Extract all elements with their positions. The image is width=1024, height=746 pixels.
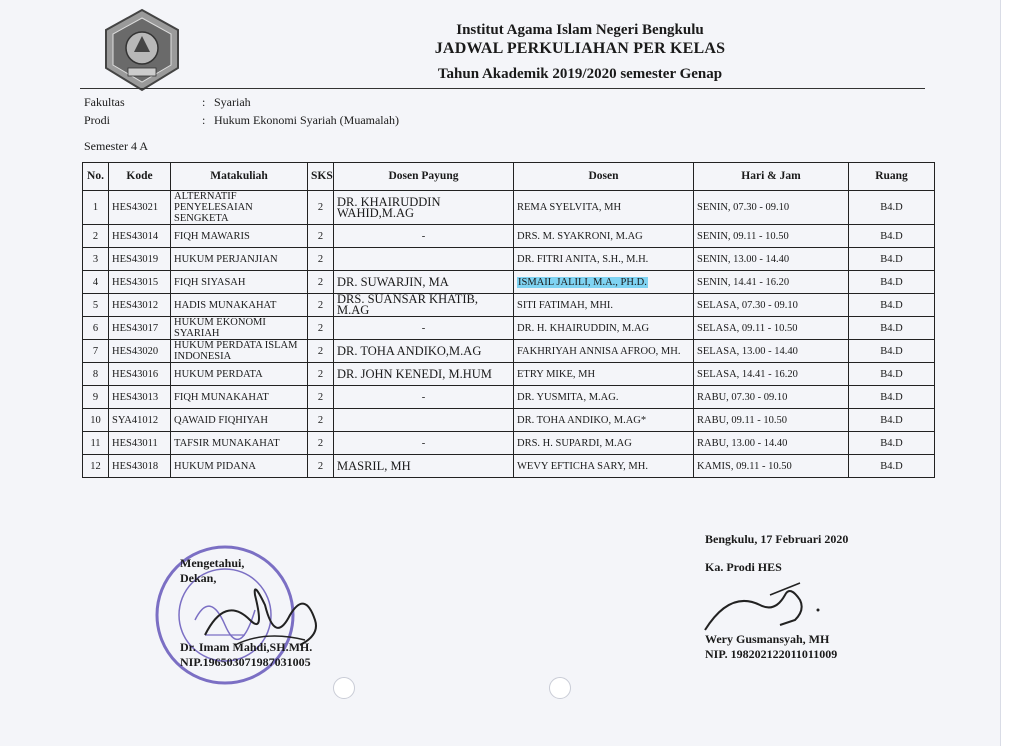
cell-ruang: B4.D xyxy=(849,363,935,386)
cell-hari-jam: KAMIS, 09.11 - 10.50 xyxy=(694,455,849,478)
cell-kode: HES43018 xyxy=(109,455,171,478)
cell-ruang: B4.D xyxy=(849,225,935,248)
cell-hari-jam: RABU, 07.30 - 09.10 xyxy=(694,386,849,409)
table-row xyxy=(83,191,935,225)
cell-kode: HES43017 xyxy=(109,317,171,340)
highlighted-lecturer: ISMAIL JALILI, M.A., PH.D. xyxy=(518,276,647,288)
cell-dosen: DRS. M. SYAKRONI, M.AG xyxy=(514,225,694,248)
table-row xyxy=(83,294,935,317)
cell-ruang: B4.D xyxy=(849,409,935,432)
cell-hari-jam: SENIN, 14.41 - 16.20 xyxy=(694,271,849,294)
cell-ruang: B4.D xyxy=(849,248,935,271)
right-title: Ka. Prodi HES xyxy=(705,560,782,574)
cell-sks: 2 xyxy=(308,271,334,294)
cell-dosen: FAKHRIYAH ANNISA AFROO, MH. xyxy=(514,340,694,363)
cell-matakuliah: ALTERNATIF PENYELESAIAN SENGKETA xyxy=(171,191,308,225)
cell-kode: HES43019 xyxy=(109,248,171,271)
cell-ruang: B4.D xyxy=(849,317,935,340)
cell-matakuliah: FIQH MAWARIS xyxy=(171,225,308,248)
cell-sks: 2 xyxy=(308,317,334,340)
cell-sks: 2 xyxy=(308,248,334,271)
cell-kode: HES43015 xyxy=(109,271,171,294)
cell-dosen-payung: - xyxy=(334,386,514,409)
place-date: Bengkulu, 17 Februari 2020 xyxy=(705,532,849,546)
cell-dosen-payung xyxy=(334,409,514,432)
table-row xyxy=(83,248,935,271)
cell-hari-jam: SELASA, 09.11 - 10.50 xyxy=(694,317,849,340)
col-header-matakuliah: Matakuliah xyxy=(171,163,308,191)
cell-dosen-payung: DR. KHAIRUDDIN WAHID,M.AG xyxy=(334,191,514,225)
cell-matakuliah: HUKUM PERDATA ISLAM INDONESIA xyxy=(171,340,308,363)
fakultas-label: Fakultas xyxy=(84,95,125,109)
page-edge xyxy=(1000,0,1024,746)
left-title-1: Mengetahui, xyxy=(180,556,245,570)
cell-dosen-payung: MASRIL, MH xyxy=(334,455,514,478)
table-row xyxy=(83,340,935,363)
cell-kode: HES43014 xyxy=(109,225,171,248)
cell-ruang: B4.D xyxy=(849,271,935,294)
cell-kode: SYA41012 xyxy=(109,409,171,432)
institution-name: Institut Agama Islam Negeri Bengkulu xyxy=(456,22,704,38)
col-header-dosen-payung: Dosen Payung xyxy=(334,163,514,191)
col-header-ruang: Ruang xyxy=(849,163,935,191)
cell-no: 7 xyxy=(83,340,109,363)
cell-dosen-payung: - xyxy=(334,225,514,248)
cell-dosen: WEVY EFTICHA SARY, MH. xyxy=(514,455,694,478)
dean-name: Dr. Imam Mahdi,SH.MH. xyxy=(180,640,313,654)
cell-hari-jam: RABU, 13.00 - 14.40 xyxy=(694,432,849,455)
cell-matakuliah: HUKUM PERJANJIAN xyxy=(171,248,308,271)
cell-dosen: DR. YUSMITA, M.AG. xyxy=(514,386,694,409)
cell-dosen-payung: DR. SUWARJIN, MA xyxy=(334,271,514,294)
header-divider xyxy=(80,88,925,89)
cell-kode: HES43020 xyxy=(109,340,171,363)
cell-kode: HES43011 xyxy=(109,432,171,455)
institution-logo xyxy=(100,8,184,92)
cell-dosen-payung: DRS. SUANSAR KHATIB, M.AG xyxy=(334,294,514,317)
cell-matakuliah: HADIS MUNAKAHAT xyxy=(171,294,308,317)
fakultas-colon: : xyxy=(202,95,206,109)
cell-matakuliah: HUKUM EKONOMI SYARIAH xyxy=(171,317,308,340)
table-row xyxy=(83,317,935,340)
fakultas-value: Syariah xyxy=(214,95,251,109)
table-row xyxy=(83,363,935,386)
table-row xyxy=(83,409,935,432)
cell-ruang: B4.D xyxy=(849,340,935,363)
cell-sks: 2 xyxy=(308,363,334,386)
prodi-value: Hukum Ekonomi Syariah (Muamalah) xyxy=(214,113,399,127)
cell-kode: HES43021 xyxy=(109,191,171,225)
cell-dosen: SITI FATIMAH, MHI. xyxy=(514,294,694,317)
cell-hari-jam: SELASA, 13.00 - 14.40 xyxy=(694,340,849,363)
cell-hari-jam: SENIN, 07.30 - 09.10 xyxy=(694,191,849,225)
cell-sks: 2 xyxy=(308,386,334,409)
col-header-dosen: Dosen xyxy=(514,163,694,191)
cell-dosen-payung: - xyxy=(334,432,514,455)
cell-no: 12 xyxy=(83,455,109,478)
cell-no: 2 xyxy=(83,225,109,248)
cell-dosen-payung: - xyxy=(334,317,514,340)
cell-matakuliah: HUKUM PERDATA xyxy=(171,363,308,386)
cell-hari-jam: RABU, 09.11 - 10.50 xyxy=(694,409,849,432)
cell-sks: 2 xyxy=(308,409,334,432)
schedule-table-body xyxy=(83,191,935,478)
cell-sks: 2 xyxy=(308,225,334,248)
cell-hari-jam: SELASA, 07.30 - 09.10 xyxy=(694,294,849,317)
cell-no: 10 xyxy=(83,409,109,432)
cell-matakuliah: QAWAID FIQHIYAH xyxy=(171,409,308,432)
cell-no: 6 xyxy=(83,317,109,340)
col-header-no: No. xyxy=(83,163,109,191)
cell-ruang: B4.D xyxy=(849,386,935,409)
cell-ruang: B4.D xyxy=(849,432,935,455)
prodi-label: Prodi xyxy=(84,113,111,127)
col-header-hari-jam: Hari & Jam xyxy=(694,163,849,191)
col-header-sks: SKS xyxy=(308,163,334,191)
cell-matakuliah: FIQH MUNAKAHAT xyxy=(171,386,308,409)
cell-kode: HES43013 xyxy=(109,386,171,409)
schedule-table xyxy=(82,162,935,478)
table-row xyxy=(83,455,935,478)
prodi-colon: : xyxy=(202,113,206,127)
cell-dosen: ETRY MIKE, MH xyxy=(514,363,694,386)
cell-hari-jam: SENIN, 13.00 - 14.40 xyxy=(694,248,849,271)
cell-sks: 2 xyxy=(308,340,334,363)
cell-ruang: B4.D xyxy=(849,191,935,225)
cell-matakuliah: TAFSIR MUNAKAHAT xyxy=(171,432,308,455)
cell-no: 4 xyxy=(83,271,109,294)
cell-sks: 2 xyxy=(308,191,334,225)
document-title: JADWAL PERKULIAHAN PER KELAS xyxy=(434,40,726,57)
punch-hole xyxy=(333,677,355,699)
prodi-head-name: Wery Gusmansyah, MH xyxy=(705,632,830,646)
cell-dosen: DR. FITRI ANITA, S.H., M.H. xyxy=(514,248,694,271)
cell-dosen: DR. TOHA ANDIKO, M.AG* xyxy=(514,409,694,432)
cell-dosen xyxy=(514,271,694,294)
table-row xyxy=(83,386,935,409)
cell-hari-jam: SENIN, 09.11 - 10.50 xyxy=(694,225,849,248)
cell-sks: 2 xyxy=(308,432,334,455)
cell-matakuliah: FIQH SIYASAH xyxy=(171,271,308,294)
table-row xyxy=(83,225,935,248)
cell-dosen-payung: DR. JOHN KENEDI, M.HUM xyxy=(334,363,514,386)
table-row xyxy=(83,432,935,455)
col-header-kode: Kode xyxy=(109,163,171,191)
cell-matakuliah: HUKUM PIDANA xyxy=(171,455,308,478)
cell-dosen-payung xyxy=(334,248,514,271)
cell-dosen-payung: DR. TOHA ANDIKO,M.AG xyxy=(334,340,514,363)
cell-no: 5 xyxy=(83,294,109,317)
cell-no: 3 xyxy=(83,248,109,271)
cell-kode: HES43012 xyxy=(109,294,171,317)
cell-ruang: B4.D xyxy=(849,455,935,478)
cell-sks: 2 xyxy=(308,294,334,317)
left-title-2: Dekan, xyxy=(180,571,217,585)
cell-kode: HES43016 xyxy=(109,363,171,386)
cell-dosen: DR. H. KHAIRUDDIN, M.AG xyxy=(514,317,694,340)
cell-dosen: DRS. H. SUPARDI, M.AG xyxy=(514,432,694,455)
cell-ruang: B4.D xyxy=(849,294,935,317)
cell-hari-jam: SELASA, 14.41 - 16.20 xyxy=(694,363,849,386)
dean-nip: NIP.196503071987031005 xyxy=(180,655,311,669)
cell-sks: 2 xyxy=(308,455,334,478)
prodi-head-nip: NIP. 198202122011011009 xyxy=(705,647,838,661)
cell-no: 9 xyxy=(83,386,109,409)
semester-label: Semester 4 A xyxy=(84,139,148,153)
table-header-row xyxy=(83,163,935,191)
cell-no: 1 xyxy=(83,191,109,225)
table-row xyxy=(83,271,935,294)
cell-dosen: REMA SYELVITA, MH xyxy=(514,191,694,225)
punch-hole xyxy=(549,677,571,699)
cell-no: 11 xyxy=(83,432,109,455)
cell-no: 8 xyxy=(83,363,109,386)
academic-year: Tahun Akademik 2019/2020 semester Genap xyxy=(437,66,723,82)
